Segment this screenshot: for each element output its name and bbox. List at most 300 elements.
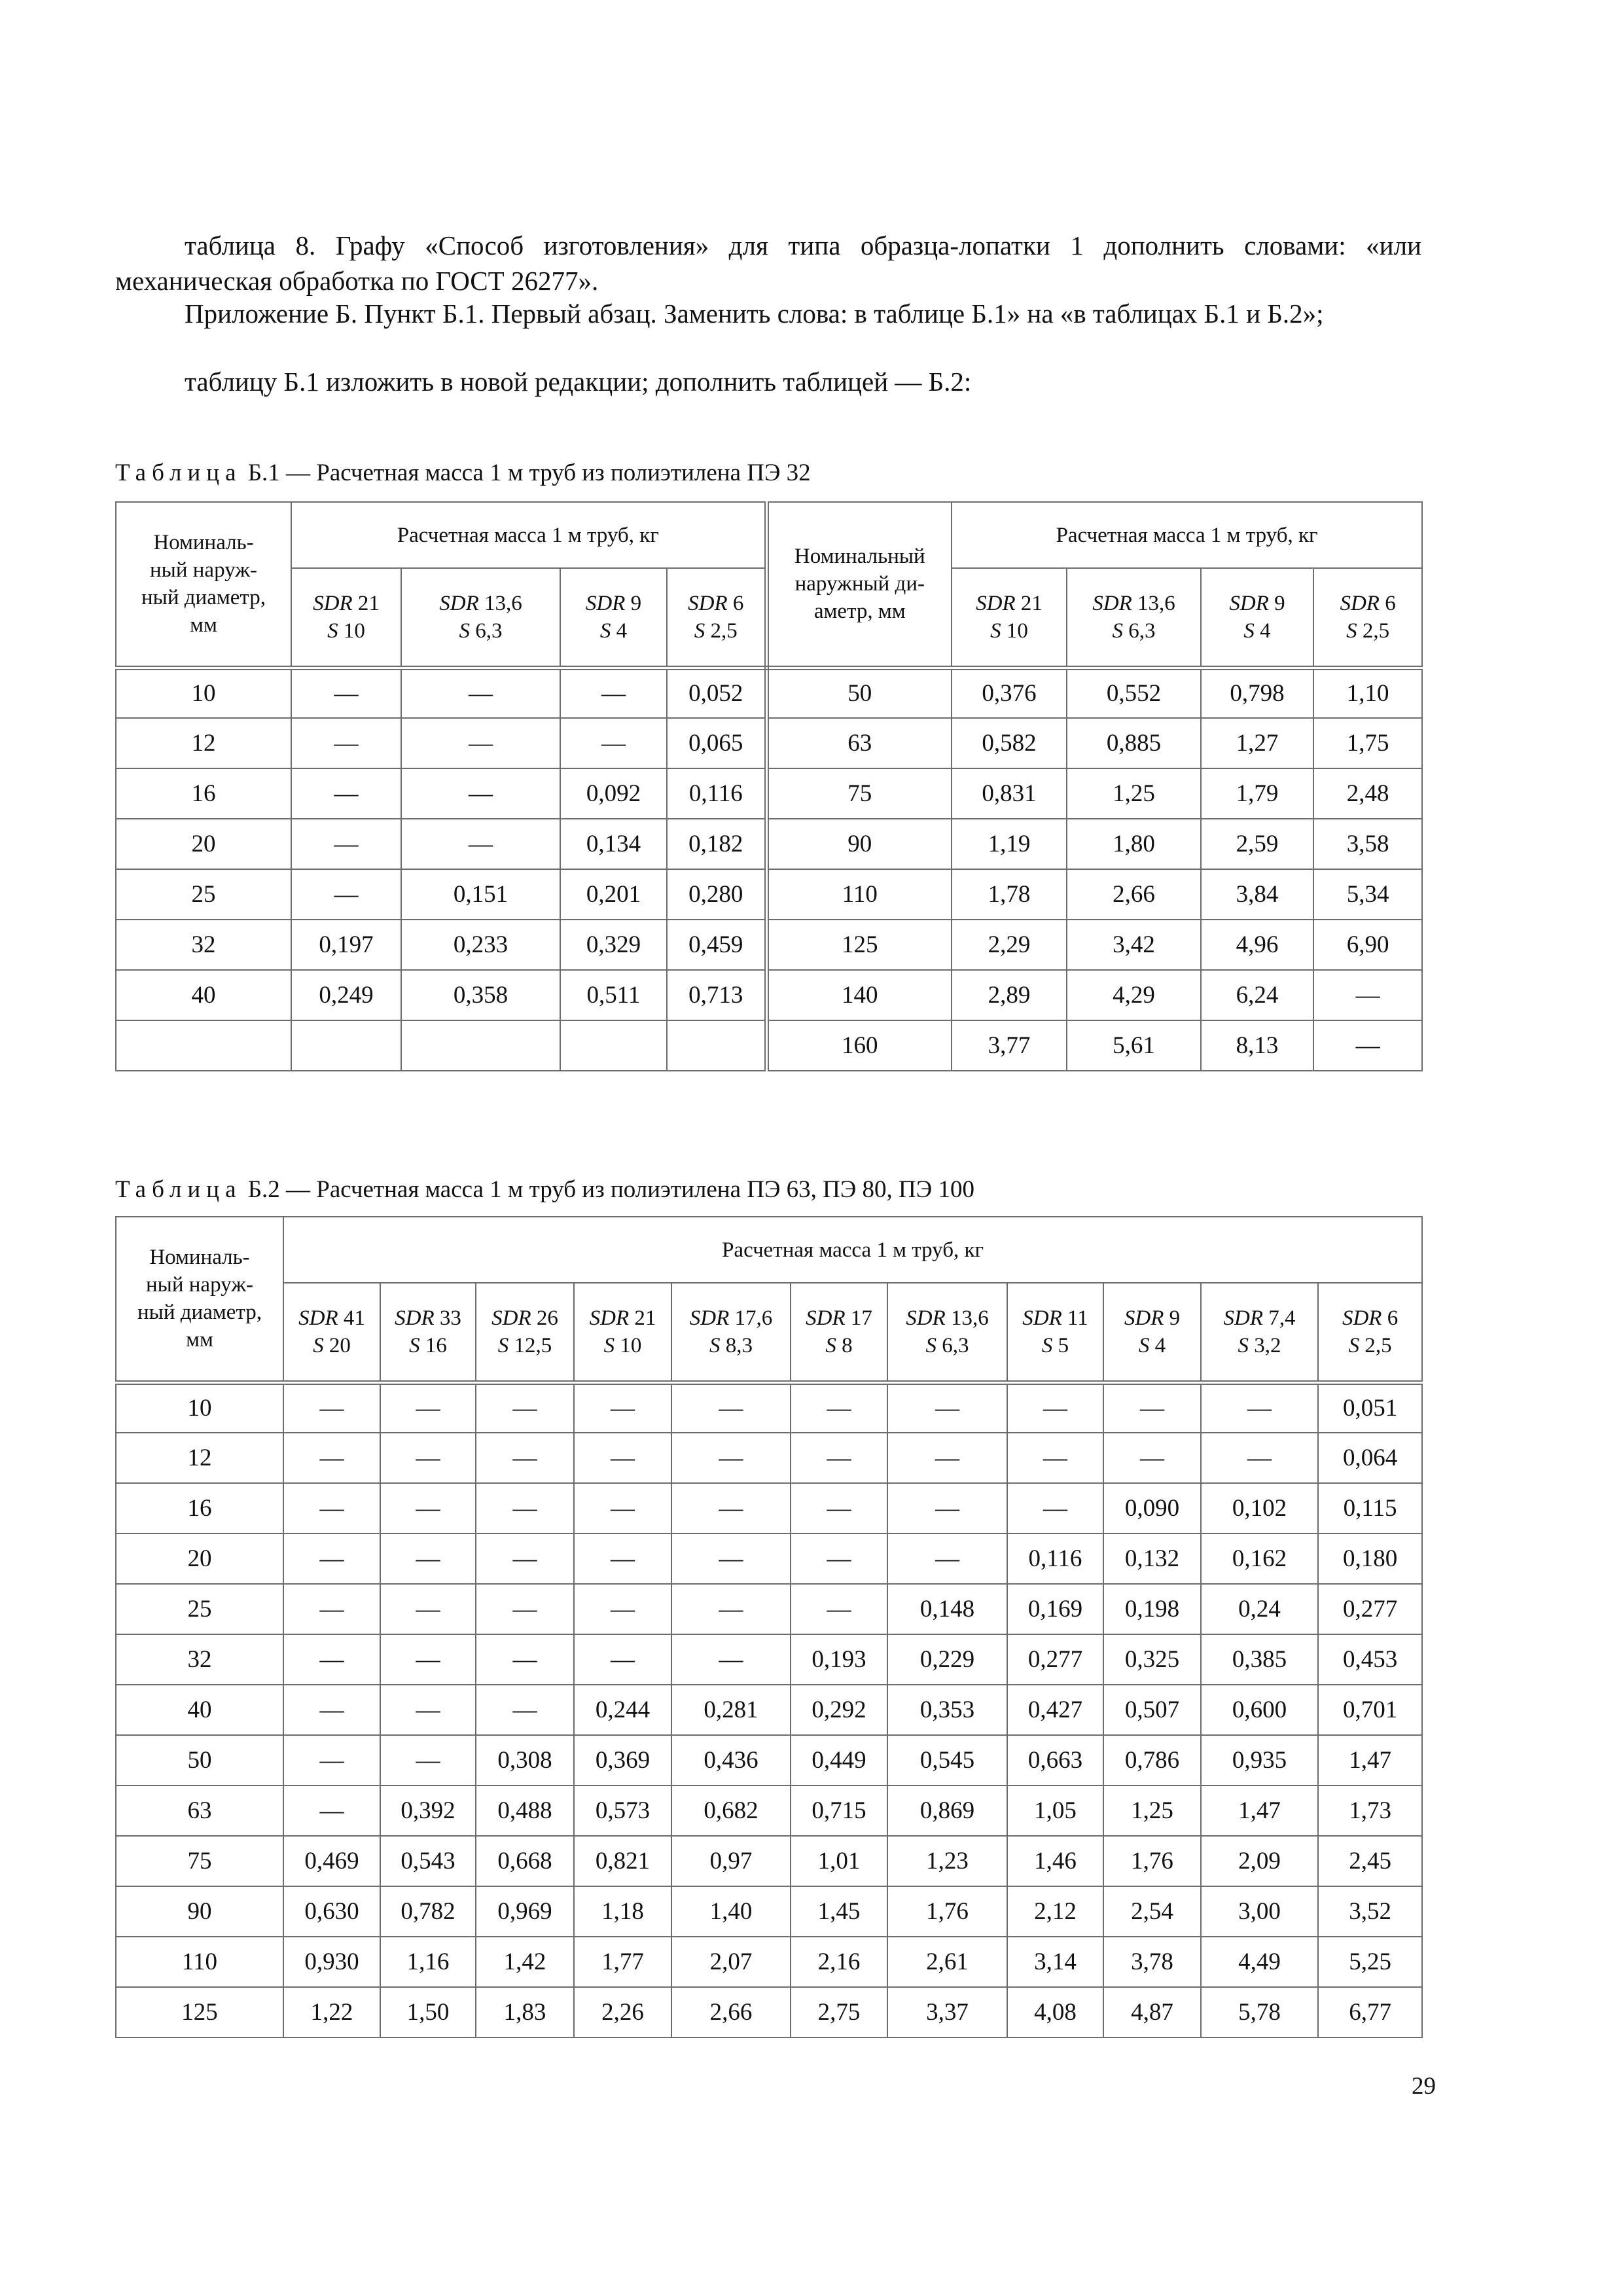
sdr-line: SDR 13,6 (439, 591, 522, 615)
table-row (116, 768, 1422, 819)
table-b2-value-cell: — (887, 1534, 1007, 1584)
table-b2-value-cell: — (380, 1584, 476, 1634)
table-b2-diameter-cell: 12 (116, 1433, 283, 1483)
s-line: S 8 (825, 1333, 853, 1357)
table-b1-value-cell: 0,201 (560, 869, 667, 920)
table-b2-value-cell: — (283, 1483, 380, 1534)
table-b2-value-cell: 0,308 (476, 1735, 574, 1785)
table-b2-value-cell: — (380, 1433, 476, 1483)
table-b2-diameter-cell: 40 (116, 1685, 283, 1735)
table-b2-value-cell: 2,26 (574, 1987, 671, 2037)
table-b2-value-cell: 2,12 (1007, 1886, 1103, 1937)
table-b2-value-cell: 0,325 (1103, 1634, 1201, 1685)
table-b2-value-cell: — (283, 1534, 380, 1584)
table-b2-value-cell: 0,701 (1318, 1685, 1422, 1735)
table-b1-group-header-left: Расчетная масса 1 м труб, кг (291, 502, 766, 568)
table-b2-value-cell: — (1201, 1433, 1318, 1483)
table-b2-value-cell: — (283, 1735, 380, 1785)
table-b1-value-cell: 1,75 (1313, 718, 1422, 768)
table-b1-value-cell: 1,79 (1201, 768, 1313, 819)
table-b1-row-header-right: Номинальный наружный ди- аметр, мм (766, 502, 952, 668)
table-b1-value-cell: — (401, 668, 560, 718)
table-b2-value-cell: — (380, 1685, 476, 1735)
sdr-line: SDR 26 (491, 1306, 558, 1330)
table-b2-value-cell: 3,14 (1007, 1937, 1103, 1987)
table-row (116, 1020, 1422, 1071)
table-b2-sdr-column-header (887, 1283, 1007, 1382)
table-b2-value-cell: 1,83 (476, 1987, 574, 2037)
table-b1-value-cell: 2,59 (1201, 819, 1313, 869)
table-b1-value-cell: 2,48 (1313, 768, 1422, 819)
table-b2-sdr-column-header (1201, 1283, 1318, 1382)
table-b1-value-cell: 0,885 (1067, 718, 1201, 768)
table-b2-value-cell: 0,786 (1103, 1735, 1201, 1785)
table-b2-value-cell: 0,277 (1318, 1584, 1422, 1634)
table-row (116, 1735, 1422, 1785)
table-b2-value-cell: 0,148 (887, 1584, 1007, 1634)
table-b2-value-cell: — (574, 1483, 671, 1534)
s-line: S 5 (1041, 1333, 1069, 1357)
table-b2-value-cell: 6,77 (1318, 1987, 1422, 2037)
table-b2-value-cell: 0,543 (380, 1836, 476, 1886)
table-b2-value-cell: — (283, 1433, 380, 1483)
table-row (116, 970, 1422, 1020)
table-b2-value-cell: — (283, 1382, 380, 1433)
table-b2-diameter-cell: 25 (116, 1584, 283, 1634)
table-b2-value-cell: 0,132 (1103, 1534, 1201, 1584)
table-row (116, 920, 1422, 970)
table-b2-value-cell: 0,277 (1007, 1634, 1103, 1685)
table-b2-value-cell: 2,61 (887, 1937, 1007, 1987)
table-b2-value-cell: 0,051 (1318, 1382, 1422, 1433)
table-row (116, 1433, 1422, 1483)
table-b2-value-cell: — (887, 1433, 1007, 1483)
table-b2-value-cell: 0,668 (476, 1836, 574, 1886)
table-b2-value-cell: 1,50 (380, 1987, 476, 2037)
table-b1-diameter-cell: 75 (766, 768, 952, 819)
table-b2-value-cell: 2,75 (791, 1987, 887, 2037)
table-b2-diameter-cell: 63 (116, 1785, 283, 1836)
table-b2-value-cell: — (671, 1433, 791, 1483)
table-b2-value-cell: 0,573 (574, 1785, 671, 1836)
s-line: S 10 (603, 1333, 642, 1357)
table-b2-value-cell: 0,292 (791, 1685, 887, 1735)
s-line: S 6,3 (925, 1333, 969, 1357)
sdr-line: SDR 17 (806, 1306, 872, 1330)
table-b1-value-cell: 1,10 (1313, 668, 1422, 718)
table-b2-value-cell: 5,78 (1201, 1987, 1318, 2037)
table-b2-value-cell: — (476, 1483, 574, 1534)
table-b1-sdr-column-header (952, 568, 1067, 668)
table-row (116, 1382, 1422, 1433)
table-b1-value-cell: 4,96 (1201, 920, 1313, 970)
s-line: S 4 (1243, 619, 1271, 643)
table-b2-value-cell: 1,77 (574, 1937, 671, 1987)
table-b2-value-cell: — (380, 1534, 476, 1584)
table-b1-value-cell (401, 1020, 560, 1071)
s-line: S 3,2 (1238, 1333, 1281, 1357)
table-b2-value-cell: 2,07 (671, 1937, 791, 1987)
s-line: S 2,5 (1346, 619, 1390, 643)
table-b2-sdr-column-header (476, 1283, 574, 1382)
table-row (116, 1937, 1422, 1987)
table-b2-value-cell: 0,821 (574, 1836, 671, 1886)
table-b2-value-cell: 0,193 (791, 1634, 887, 1685)
table-b2-value-cell: — (791, 1483, 887, 1534)
table-b1-sdr-column-header (401, 568, 560, 668)
table-b1-value-cell: 5,61 (1067, 1020, 1201, 1071)
table-b2-value-cell: 0,392 (380, 1785, 476, 1836)
table-b2-value-cell: — (671, 1634, 791, 1685)
table-b2-value-cell: — (574, 1433, 671, 1483)
table-b2-value-cell: 0,715 (791, 1785, 887, 1836)
table-row (116, 1785, 1422, 1836)
table-b1-diameter-cell (116, 1020, 291, 1071)
table-b2-value-cell: — (574, 1634, 671, 1685)
table-b1-value-cell: 6,24 (1201, 970, 1313, 1020)
table-b1-value-cell: 1,27 (1201, 718, 1313, 768)
table-b1-diameter-cell: 140 (766, 970, 952, 1020)
table-b2-row-header: Номиналь- ный наруж- ный диаметр, мм (116, 1217, 283, 1382)
table-b2-value-cell: — (380, 1735, 476, 1785)
table-b1-value-cell: 0,358 (401, 970, 560, 1020)
table-b2-value-cell: 0,180 (1318, 1534, 1422, 1584)
sdr-line: SDR 21 (313, 591, 380, 615)
table-b1-sdr-column-header (291, 568, 401, 668)
table-b2-value-cell: 1,76 (887, 1886, 1007, 1937)
table-b1-value-cell: 8,13 (1201, 1020, 1313, 1071)
table-b1-value-cell: 3,42 (1067, 920, 1201, 970)
table-row (116, 668, 1422, 718)
table-b2-value-cell: 0,162 (1201, 1534, 1318, 1584)
table-b1-value-cell: 0,092 (560, 768, 667, 819)
table-b2-group-header: Расчетная масса 1 м труб, кг (283, 1217, 1422, 1283)
table-b2-value-cell: 0,663 (1007, 1735, 1103, 1785)
table-b1-value-cell: 3,84 (1201, 869, 1313, 920)
table-b1-diameter-cell: 10 (116, 668, 291, 718)
table-b1 (115, 501, 1423, 1071)
s-line: S 2,5 (694, 619, 738, 643)
sdr-line: SDR 7,4 (1223, 1306, 1296, 1330)
table-b1-value-cell: 0,713 (667, 970, 766, 1020)
table-b2-value-cell: 0,436 (671, 1735, 791, 1785)
table-b2-value-cell: 4,08 (1007, 1987, 1103, 2037)
table-row (116, 1534, 1422, 1584)
table-b2-value-cell: 0,198 (1103, 1584, 1201, 1634)
paragraph-appendix-b: Приложение Б. Пункт Б.1. Первый абзац. Заменить слова: в таблице Б.1» на «в таблицах Б.1 и Б.2»; (185, 298, 1324, 329)
table-b2-value-cell: 0,545 (887, 1735, 1007, 1785)
table-b2-value-cell: 3,78 (1103, 1937, 1201, 1987)
table-b1-value-cell: 0,329 (560, 920, 667, 970)
table-b2-value-cell: — (671, 1483, 791, 1534)
table-b1-diameter-cell: 63 (766, 718, 952, 768)
table-b2-value-cell: 1,47 (1201, 1785, 1318, 1836)
table-b2-value-cell: — (887, 1382, 1007, 1433)
s-line: S 4 (599, 619, 628, 643)
sdr-line: SDR 9 (585, 591, 642, 615)
table-b2-value-cell: 1,23 (887, 1836, 1007, 1886)
table-b1-value-cell: 0,065 (667, 718, 766, 768)
table-b1-value-cell: 2,89 (952, 970, 1067, 1020)
table-b1-value-cell: — (291, 768, 401, 819)
table-b2-value-cell: 0,385 (1201, 1634, 1318, 1685)
table-b2-value-cell: 1,46 (1007, 1836, 1103, 1886)
table-row (116, 718, 1422, 768)
table-b2-value-cell: 0,469 (283, 1836, 380, 1886)
table-b1-diameter-cell: 125 (766, 920, 952, 970)
table-b2-value-cell: — (791, 1534, 887, 1584)
table-b2-value-cell: 0,229 (887, 1634, 1007, 1685)
table-b1-diameter-cell: 160 (766, 1020, 952, 1071)
table-b2-value-cell: 0,116 (1007, 1534, 1103, 1584)
table-b2-diameter-cell: 75 (116, 1836, 283, 1886)
table-b2-value-cell: — (1201, 1382, 1318, 1433)
table-b2-value-cell: — (283, 1785, 380, 1836)
table-b2-diameter-cell: 10 (116, 1382, 283, 1433)
table-b2-value-cell: 2,45 (1318, 1836, 1422, 1886)
table-b1-value-cell (560, 1020, 667, 1071)
table-b1-diameter-cell: 25 (116, 869, 291, 920)
table-b2-value-cell: — (791, 1433, 887, 1483)
table-b2-sdr-column-header (380, 1283, 476, 1382)
sdr-line: SDR 6 (688, 591, 744, 615)
table-b1-value-cell: 0,280 (667, 869, 766, 920)
table-b2-value-cell: 1,47 (1318, 1735, 1422, 1785)
table-b2-sdr-column-header (1103, 1283, 1201, 1382)
table-b1-value-cell: 0,233 (401, 920, 560, 970)
table-b1-value-cell: 0,182 (667, 819, 766, 869)
table-b2-value-cell: 0,24 (1201, 1584, 1318, 1634)
table-b2-value-cell: 0,935 (1201, 1735, 1318, 1785)
table-b2-value-cell: 1,22 (283, 1987, 380, 2037)
table-row (116, 819, 1422, 869)
sdr-line: SDR 41 (298, 1306, 365, 1330)
table-b1-diameter-cell: 32 (116, 920, 291, 970)
table-b1-value-cell: 3,77 (952, 1020, 1067, 1071)
table-b1-value-cell: 0,511 (560, 970, 667, 1020)
table-b2-value-cell: — (887, 1483, 1007, 1534)
s-line: S 8,3 (709, 1333, 753, 1357)
table-b2-value-cell: 3,52 (1318, 1886, 1422, 1937)
table-b2-value-cell: 1,45 (791, 1886, 887, 1937)
table-b2-value-cell: — (1007, 1483, 1103, 1534)
table-b1-sdr-column-header (1201, 568, 1313, 668)
table-b2-value-cell: 0,064 (1318, 1433, 1422, 1483)
sdr-line: SDR 21 (976, 591, 1043, 615)
sdr-line: SDR 33 (395, 1306, 461, 1330)
table-b2-value-cell: 0,600 (1201, 1685, 1318, 1735)
table-b2-value-cell: — (380, 1382, 476, 1433)
table-b2-diameter-cell: 16 (116, 1483, 283, 1534)
table-b1-value-cell: — (560, 718, 667, 768)
table-b2-value-cell: — (380, 1483, 476, 1534)
table-b2-value-cell: 1,40 (671, 1886, 791, 1937)
s-line: S 6,3 (1112, 619, 1156, 643)
table-b2-value-cell: — (574, 1382, 671, 1433)
table-b1-value-cell: — (291, 668, 401, 718)
table-b2-value-cell: 3,37 (887, 1987, 1007, 2037)
table-b2-value-cell: 0,449 (791, 1735, 887, 1785)
table-b1-value-cell: — (1313, 970, 1422, 1020)
table-b2-value-cell: 0,869 (887, 1785, 1007, 1836)
table-b2-value-cell: 1,73 (1318, 1785, 1422, 1836)
table-b2-value-cell: — (476, 1685, 574, 1735)
table-row (116, 1584, 1422, 1634)
table-b1-sdr-column-header (560, 568, 667, 668)
s-line: S 20 (313, 1333, 351, 1357)
table-b1-value-cell: 1,78 (952, 869, 1067, 920)
table-b2-value-cell: — (1103, 1382, 1201, 1433)
table-b1-value-cell (667, 1020, 766, 1071)
table-b2-value-cell: 4,87 (1103, 1987, 1201, 2037)
sdr-line: SDR 6 (1342, 1306, 1399, 1330)
table-b1-value-cell: — (291, 869, 401, 920)
table-b1-value-cell: 0,552 (1067, 668, 1201, 718)
table-row (116, 1483, 1422, 1534)
table-b1-value-cell: 4,29 (1067, 970, 1201, 1020)
table-b1-value-cell: — (401, 819, 560, 869)
table-b2-value-cell: — (283, 1584, 380, 1634)
table-b2-value-cell: 0,281 (671, 1685, 791, 1735)
table-b1-value-cell: 0,798 (1201, 668, 1313, 718)
table-b1-diameter-cell: 20 (116, 819, 291, 869)
table-b2-value-cell: — (791, 1584, 887, 1634)
table-b2-value-cell: 0,97 (671, 1836, 791, 1886)
table-b1-group-header-right: Расчетная масса 1 м труб, кг (952, 502, 1422, 568)
table-b2-value-cell: 0,353 (887, 1685, 1007, 1735)
table-b1-value-cell: 2,29 (952, 920, 1067, 970)
table-b1-value-cell: — (401, 768, 560, 819)
table-b2 (115, 1216, 1423, 2038)
table-b1-value-cell: 1,25 (1067, 768, 1201, 819)
table-b2-diameter-cell: 125 (116, 1987, 283, 2037)
table-row (116, 1634, 1422, 1685)
table-b2-value-cell: — (574, 1584, 671, 1634)
sdr-line: SDR 6 (1340, 591, 1396, 615)
table-b2-caption: Таблица Б.2 — Расчетная масса 1 м труб из полиэтилена ПЭ 63, ПЭ 80, ПЭ 100 (115, 1176, 974, 1203)
sdr-line: SDR 13,6 (906, 1306, 989, 1330)
table-b1-value-cell: 0,197 (291, 920, 401, 970)
table-b2-value-cell: — (1007, 1433, 1103, 1483)
table-b2-value-cell: — (476, 1433, 574, 1483)
table-b2-value-cell: 1,05 (1007, 1785, 1103, 1836)
table-b2-value-cell: 0,090 (1103, 1483, 1201, 1534)
table-b2-diameter-cell: 32 (116, 1634, 283, 1685)
table-b1-value-cell: — (291, 718, 401, 768)
table-b2-value-cell: — (671, 1534, 791, 1584)
table-b2-value-cell: 5,25 (1318, 1937, 1422, 1987)
table-b2-diameter-cell: 110 (116, 1937, 283, 1987)
sdr-line: SDR 9 (1229, 591, 1285, 615)
table-b2-value-cell: — (574, 1534, 671, 1584)
table-b2-value-cell: — (476, 1382, 574, 1433)
s-line: S 10 (327, 619, 365, 643)
table-b1-caption: Таблица Б.1 — Расчетная масса 1 м труб из полиэтилена ПЭ 32 (115, 459, 811, 486)
table-row (116, 1886, 1422, 1937)
table-b1-value-cell: — (560, 668, 667, 718)
table-b2-value-cell: 1,01 (791, 1836, 887, 1886)
table-b2-value-cell: 0,244 (574, 1685, 671, 1735)
sdr-line: SDR 11 (1022, 1306, 1088, 1330)
table-b1-value-cell: 0,134 (560, 819, 667, 869)
table-b1-sdr-column-header (1313, 568, 1422, 668)
table-b1-value-cell: — (401, 718, 560, 768)
table-b1-value-cell: 1,19 (952, 819, 1067, 869)
s-line: S 16 (409, 1333, 447, 1357)
table-b1-value-cell: — (291, 819, 401, 869)
table-b2-value-cell: 0,453 (1318, 1634, 1422, 1685)
table-b2-sdr-column-header (574, 1283, 671, 1382)
table-b2-value-cell: 0,969 (476, 1886, 574, 1937)
table-row (116, 1987, 1422, 2037)
s-line: S 2,5 (1348, 1333, 1392, 1357)
table-b2-sdr-column-header (791, 1283, 887, 1382)
table-b2-value-cell: — (1007, 1382, 1103, 1433)
table-b1-value-cell: 0,249 (291, 970, 401, 1020)
table-b1-diameter-cell: 12 (116, 718, 291, 768)
s-line: S 12,5 (497, 1333, 552, 1357)
table-b2-value-cell: 2,16 (791, 1937, 887, 1987)
table-b1-sdr-column-header (1067, 568, 1201, 668)
table-b1-diameter-cell: 40 (116, 970, 291, 1020)
table-b2-value-cell: 3,00 (1201, 1886, 1318, 1937)
table-b1-value-cell: 0,052 (667, 668, 766, 718)
table-b1-sdr-column-header (667, 568, 766, 668)
table-b1-value-cell: 2,66 (1067, 869, 1201, 920)
table-b2-value-cell: 0,427 (1007, 1685, 1103, 1735)
table-b2-value-cell: — (283, 1634, 380, 1685)
table-b2-value-cell: 0,930 (283, 1937, 380, 1987)
table-b2-value-cell: 1,25 (1103, 1785, 1201, 1836)
table-b2-value-cell: 0,682 (671, 1785, 791, 1836)
table-b1-value-cell: — (1313, 1020, 1422, 1071)
table-b1-value-cell: 5,34 (1313, 869, 1422, 920)
table-b2-value-cell: — (476, 1534, 574, 1584)
s-line: S 6,3 (459, 619, 503, 643)
table-b2-value-cell: 2,66 (671, 1987, 791, 2037)
table-b1-value-cell: 0,582 (952, 718, 1067, 768)
sdr-line: SDR 13,6 (1092, 591, 1175, 615)
table-b2-value-cell: 0,169 (1007, 1584, 1103, 1634)
table-b2-value-cell: 2,09 (1201, 1836, 1318, 1886)
table-b2-value-cell: 0,507 (1103, 1685, 1201, 1735)
table-b2-value-cell: 1,16 (380, 1937, 476, 1987)
table-b1-row-header-left: Номиналь- ный наруж- ный диаметр, мм (116, 502, 291, 668)
table-b1-value-cell: 6,90 (1313, 920, 1422, 970)
page-number: 29 (1412, 2073, 1436, 2100)
table-b1-value-cell: 0,151 (401, 869, 560, 920)
table-b2-sdr-column-header (283, 1283, 380, 1382)
table-b2-value-cell: 0,115 (1318, 1483, 1422, 1534)
table-b2-diameter-cell: 20 (116, 1534, 283, 1584)
table-b2-sdr-column-header (671, 1283, 791, 1382)
paragraph-table8-amendment: таблица 8. Графу «Способ изготовления» для типа образца-лопатки 1 дополнить словами: «или механическая обработка по ГОСТ 26277». (115, 230, 1421, 296)
table-b1-diameter-cell: 110 (766, 869, 952, 920)
table-b2-value-cell: 4,49 (1201, 1937, 1318, 1987)
sdr-line: SDR 9 (1124, 1306, 1181, 1330)
table-b1-diameter-cell: 90 (766, 819, 952, 869)
table-b1-diameter-cell: 50 (766, 668, 952, 718)
table-b2-value-cell: 1,42 (476, 1937, 574, 1987)
table-b2-value-cell: 0,369 (574, 1735, 671, 1785)
table-row (116, 1685, 1422, 1735)
table-b2-sdr-column-header (1007, 1283, 1103, 1382)
paragraph-table-b1-note: таблицу Б.1 изложить в новой редакции; дополнить таблицей — Б.2: (185, 367, 972, 397)
table-b2-value-cell: — (671, 1584, 791, 1634)
table-row (116, 1836, 1422, 1886)
table-b2-value-cell: — (380, 1634, 476, 1685)
table-b1-value-cell: 0,116 (667, 768, 766, 819)
